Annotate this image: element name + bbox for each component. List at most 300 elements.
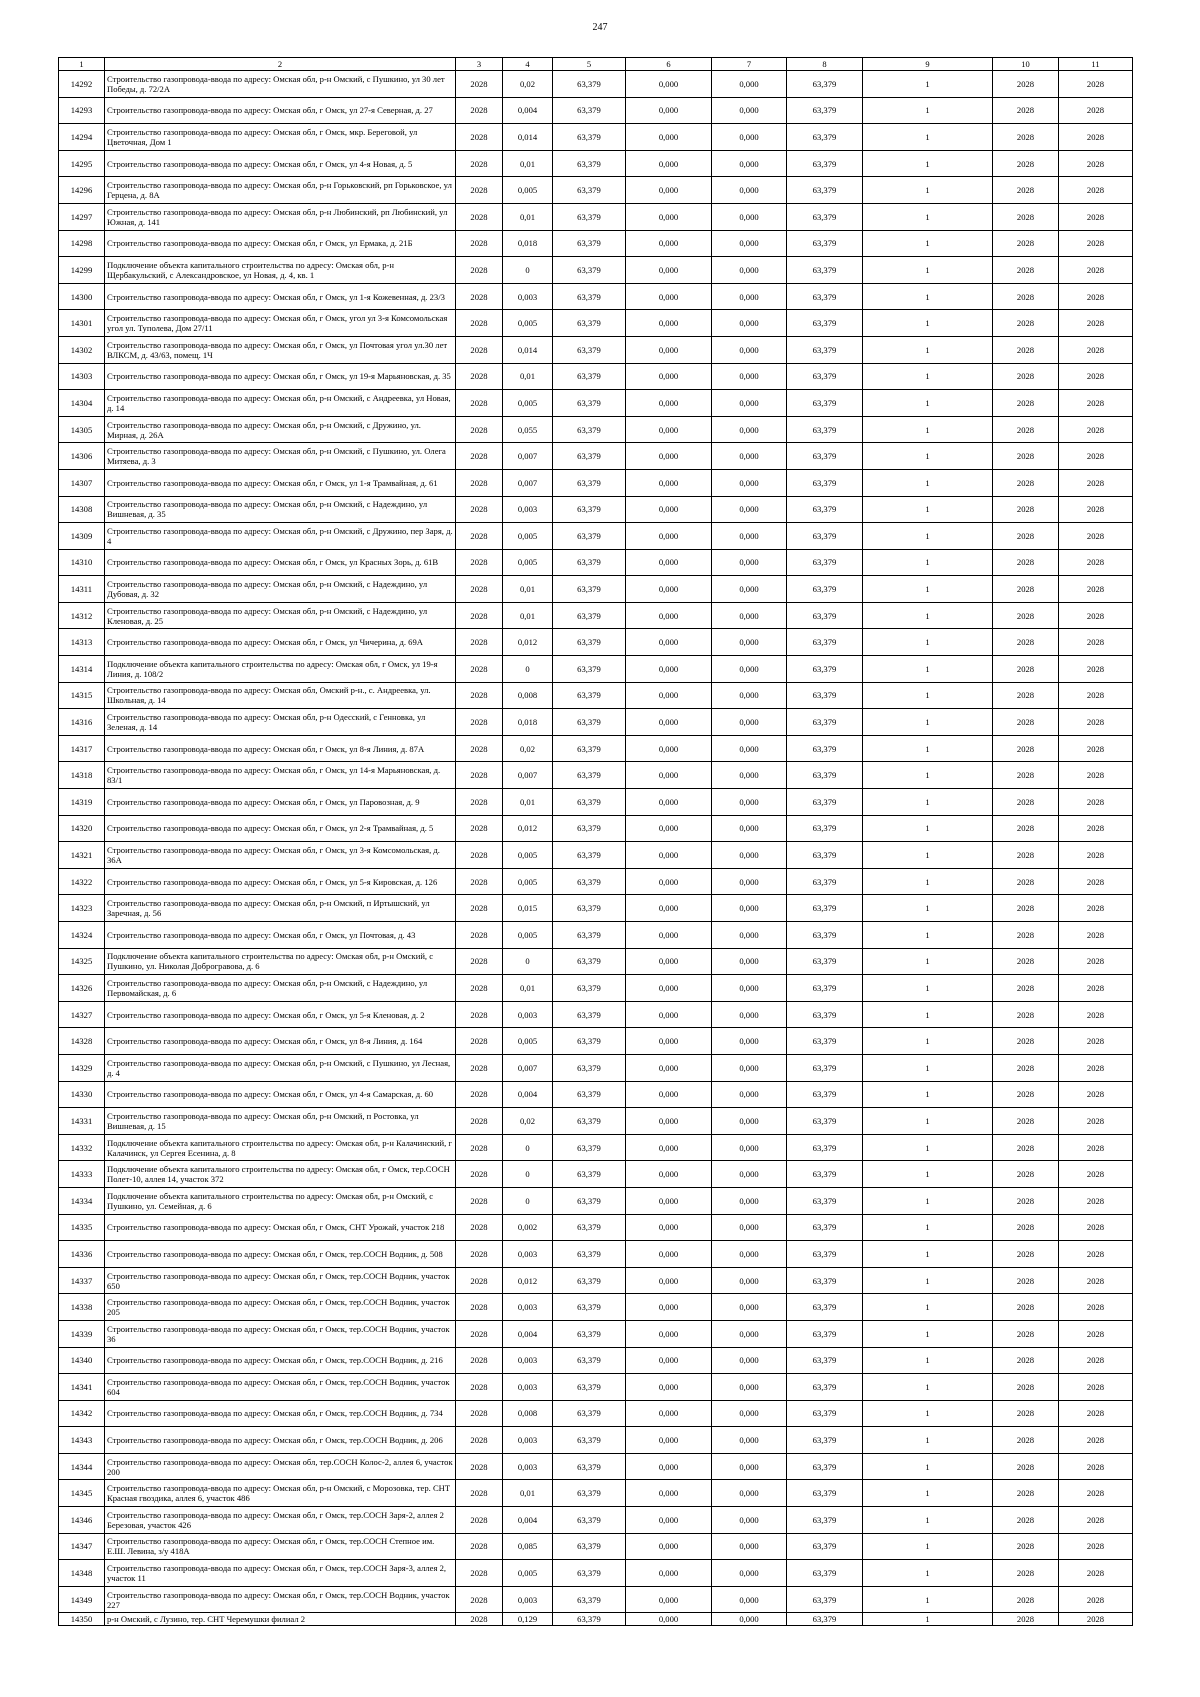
- description-text: Подключение объекта капитального строительства по адресу: Омская обл, р-н Калачинский, г Калачинск, ул Сергея Есенина, д. 8: [107, 1137, 452, 1158]
- table-cell: 14342: [59, 1400, 105, 1427]
- table-cell: 63,379: [553, 230, 626, 257]
- table-cell: 14310: [59, 549, 105, 576]
- table-cell: 0,085: [503, 1533, 553, 1560]
- table-cell: 14336: [59, 1241, 105, 1268]
- description-text: Строительство газопровода-ввода по адресу: Омская обл, г Омск, тер.СОСН Водник, участок 36: [107, 1323, 450, 1344]
- table-cell: 0,000: [626, 1001, 712, 1028]
- table-cell: 63,379: [787, 1586, 863, 1613]
- table-cell: [105, 1214, 456, 1241]
- table-cell: 0,007: [503, 1054, 553, 1081]
- table-cell: 63,379: [553, 1241, 626, 1268]
- table-cell: [105, 469, 456, 496]
- description-text: Строительство газопровода-ввода по адресу: Омская обл, р-н Омский, п Ростовка, ул Вишневая, д. 15: [107, 1110, 419, 1131]
- table-cell: [105, 1586, 456, 1613]
- description-text: Строительство газопровода-ввода по адресу: Омская обл, г Омск, ул Почтовая угол ул.30 лет ВЛКСМ, д. 43/63, помещ. 1Ч: [107, 339, 448, 360]
- description-text: Строительство газопровода-ввода по адресу: Омская обл, р-н Омский, п Иртышский, ул Заречная, д. 56: [107, 898, 430, 919]
- table-cell: 0,000: [712, 576, 787, 603]
- description-text: Строительство газопровода-ввода по адресу: Омская обл, г Омск, тер.СОСН Заря-3, аллея 2, участок 11: [107, 1563, 447, 1584]
- table-cell: 1: [863, 1187, 993, 1214]
- table-cell: 0,000: [712, 1028, 787, 1055]
- table-cell: 2028: [1059, 1374, 1133, 1401]
- table-row: [59, 789, 1133, 816]
- table-row: [59, 1400, 1133, 1427]
- table-cell: 2028: [1059, 1187, 1133, 1214]
- table-cell: 63,379: [787, 948, 863, 975]
- table-cell: 1: [863, 523, 993, 550]
- table-cell: [105, 1453, 456, 1480]
- table-cell: 1: [863, 1294, 993, 1321]
- table-cell: 63,379: [553, 257, 626, 284]
- table-cell: [105, 1560, 456, 1587]
- table-row: [59, 177, 1133, 204]
- table-cell: 2028: [1059, 1134, 1133, 1161]
- table-cell: 2028: [993, 1294, 1059, 1321]
- table-row: [59, 203, 1133, 230]
- table-cell: 63,379: [787, 523, 863, 550]
- table-cell: 2028: [456, 1241, 503, 1268]
- table-cell: 0,000: [712, 203, 787, 230]
- description-text: Строительство газопровода-ввода по адресу: Омская обл, г Омск, ул Ермака, д. 21Б: [107, 238, 413, 249]
- table-row: [59, 496, 1133, 523]
- table-cell: [105, 443, 456, 470]
- table-cell: 0,01: [503, 576, 553, 603]
- table-cell: 2028: [993, 815, 1059, 842]
- table-cell: [105, 1028, 456, 1055]
- table-cell: 2028: [1059, 602, 1133, 629]
- table-cell: 14345: [59, 1480, 105, 1507]
- table-cell: 2028: [993, 762, 1059, 789]
- table-row: [59, 283, 1133, 310]
- table-cell: 1: [863, 469, 993, 496]
- table-row: [59, 895, 1133, 922]
- table-cell: 0,003: [503, 1294, 553, 1321]
- table-cell: 2028: [993, 789, 1059, 816]
- table-row: [59, 1134, 1133, 1161]
- table-cell: 0,000: [712, 469, 787, 496]
- table-cell: 2028: [456, 443, 503, 470]
- table-cell: 2028: [456, 1400, 503, 1427]
- description-text: Строительство газопровода-ввода по адресу: Омская обл, г Омск, ул 4-я Самарская, д. 60: [107, 1089, 434, 1100]
- table-cell: 2028: [1059, 656, 1133, 683]
- table-cell: 2028: [456, 549, 503, 576]
- table-cell: 2028: [456, 523, 503, 550]
- table-cell: 0,000: [626, 1134, 712, 1161]
- table-cell: 2028: [1059, 815, 1133, 842]
- table-cell: 0,000: [712, 257, 787, 284]
- table-cell: 0,000: [712, 1241, 787, 1268]
- table-cell: 0,003: [503, 1586, 553, 1613]
- table-cell: 0,000: [712, 1187, 787, 1214]
- table-cell: 2028: [993, 1267, 1059, 1294]
- table-cell: [105, 1347, 456, 1374]
- table-cell: 1: [863, 1028, 993, 1055]
- table-cell: 0,000: [626, 1161, 712, 1188]
- table-cell: 2028: [456, 1187, 503, 1214]
- table-cell: [105, 523, 456, 550]
- table-cell: 63,379: [553, 469, 626, 496]
- table-cell: 14334: [59, 1187, 105, 1214]
- table-cell: 1: [863, 1081, 993, 1108]
- table-cell: 0,01: [503, 203, 553, 230]
- table-cell: 63,379: [553, 1374, 626, 1401]
- table-cell: 2028: [456, 1613, 503, 1626]
- table-cell: 0,000: [626, 1374, 712, 1401]
- table-cell: 63,379: [553, 1054, 626, 1081]
- table-cell: 0,000: [626, 443, 712, 470]
- table-cell: 14337: [59, 1267, 105, 1294]
- table-cell: 0,000: [712, 815, 787, 842]
- table-row: [59, 1001, 1133, 1028]
- table-row: [59, 735, 1133, 762]
- table-cell: 0,000: [712, 523, 787, 550]
- table-cell: 63,379: [553, 1134, 626, 1161]
- table-cell: 2028: [1059, 735, 1133, 762]
- table-cell: 2028: [993, 363, 1059, 390]
- table-cell: 2028: [456, 735, 503, 762]
- table-cell: 2028: [993, 416, 1059, 443]
- table-cell: 0,000: [626, 895, 712, 922]
- table-cell: 2028: [456, 602, 503, 629]
- table-cell: 2028: [456, 815, 503, 842]
- table-cell: 63,379: [553, 416, 626, 443]
- table-cell: 63,379: [787, 390, 863, 417]
- table-cell: 0,003: [503, 1453, 553, 1480]
- table-cell: 1: [863, 283, 993, 310]
- table-cell: 2028: [993, 682, 1059, 709]
- table-row: [59, 1427, 1133, 1454]
- table-cell: 63,379: [787, 257, 863, 284]
- table-cell: 2028: [1059, 177, 1133, 204]
- table-cell: 1: [863, 310, 993, 337]
- description-text: Строительство газопровода-ввода по адресу: Омская обл, р-н Омский, с Надеждино, ул Кленовая, д. 25: [107, 605, 428, 626]
- table-cell: 1: [863, 177, 993, 204]
- table-cell: 2028: [1059, 469, 1133, 496]
- table-cell: [105, 310, 456, 337]
- description-text: Строительство газопровода-ввода по адресу: Омская обл, г Омск, ул 1-я Кожевенная, д. 23/3: [107, 291, 445, 302]
- table-cell: 2028: [1059, 922, 1133, 949]
- table-cell: 63,379: [787, 629, 863, 656]
- table-row: [59, 1028, 1133, 1055]
- table-cell: 2028: [456, 1108, 503, 1135]
- table-cell: 0,01: [503, 602, 553, 629]
- table-cell: 0,000: [626, 576, 712, 603]
- table-cell: 0,000: [626, 363, 712, 390]
- table-cell: 2028: [456, 789, 503, 816]
- table-cell: 0,000: [712, 1374, 787, 1401]
- table-cell: 14293: [59, 97, 105, 124]
- table-cell: 63,379: [787, 762, 863, 789]
- table-cell: 0,000: [712, 1214, 787, 1241]
- table-cell: 0: [503, 656, 553, 683]
- table-cell: 2028: [456, 97, 503, 124]
- table-cell: 63,379: [553, 975, 626, 1002]
- table-cell: 0,000: [626, 789, 712, 816]
- table-cell: 0,01: [503, 150, 553, 177]
- table-cell: 1: [863, 1533, 993, 1560]
- table-cell: 14340: [59, 1347, 105, 1374]
- table-cell: 63,379: [553, 842, 626, 869]
- table-cell: 0,000: [626, 230, 712, 257]
- table-cell: 14324: [59, 922, 105, 949]
- table-cell: 0: [503, 1187, 553, 1214]
- table-cell: 1: [863, 1453, 993, 1480]
- table-cell: [105, 868, 456, 895]
- table-cell: 63,379: [787, 576, 863, 603]
- table-cell: 0,000: [626, 975, 712, 1002]
- table-cell: 2028: [1059, 416, 1133, 443]
- table-cell: 0,000: [712, 1427, 787, 1454]
- table-cell: [105, 496, 456, 523]
- table-cell: 2028: [456, 257, 503, 284]
- table-cell: 2028: [1059, 1241, 1133, 1268]
- table-row: [59, 124, 1133, 151]
- table-cell: 0,000: [712, 549, 787, 576]
- table-cell: [105, 1134, 456, 1161]
- table-cell: 0,014: [503, 336, 553, 363]
- table-cell: 63,379: [553, 1480, 626, 1507]
- table-cell: 0,000: [626, 602, 712, 629]
- table-cell: 1: [863, 496, 993, 523]
- description-text: Строительство газопровода-ввода по адресу: Омская обл, г Омск, тер.СОСН Водник, участок 227: [107, 1589, 450, 1610]
- table-cell: 1: [863, 868, 993, 895]
- table-cell: [105, 390, 456, 417]
- table-cell: 1: [863, 815, 993, 842]
- table-cell: 2028: [456, 177, 503, 204]
- table-cell: 63,379: [553, 177, 626, 204]
- table-cell: 0,000: [712, 656, 787, 683]
- table-cell: 0,004: [503, 1320, 553, 1347]
- table-cell: 0,012: [503, 1267, 553, 1294]
- table-cell: 63,379: [553, 1400, 626, 1427]
- table-cell: 63,379: [787, 1241, 863, 1268]
- table-cell: 63,379: [787, 443, 863, 470]
- table-cell: 2028: [993, 975, 1059, 1002]
- table-cell: 2028: [456, 150, 503, 177]
- table-cell: 2028: [1059, 1453, 1133, 1480]
- table-cell: 63,379: [553, 363, 626, 390]
- table-cell: 14344: [59, 1453, 105, 1480]
- table-cell: 2028: [993, 948, 1059, 975]
- table-cell: 2028: [456, 922, 503, 949]
- table-cell: 1: [863, 656, 993, 683]
- table-cell: 2028: [1059, 283, 1133, 310]
- table-cell: [105, 842, 456, 869]
- table-cell: 0,000: [712, 789, 787, 816]
- table-cell: 0,007: [503, 443, 553, 470]
- page-number: 247: [592, 22, 608, 33]
- column-header: 11: [1059, 58, 1133, 71]
- table-cell: 63,379: [553, 815, 626, 842]
- table-cell: 0,000: [712, 496, 787, 523]
- table-cell: [105, 283, 456, 310]
- table-cell: 0,000: [626, 709, 712, 736]
- table-cell: [105, 1533, 456, 1560]
- table-cell: 63,379: [553, 682, 626, 709]
- table-cell: 63,379: [553, 895, 626, 922]
- table-cell: 0,000: [712, 629, 787, 656]
- table-cell: 0,005: [503, 310, 553, 337]
- table-cell: 63,379: [787, 1028, 863, 1055]
- table-cell: 14298: [59, 230, 105, 257]
- table-cell: 63,379: [787, 842, 863, 869]
- table-cell: 2028: [993, 1134, 1059, 1161]
- table-cell: 2028: [993, 496, 1059, 523]
- table-cell: 0,000: [712, 1294, 787, 1321]
- table-cell: 1: [863, 124, 993, 151]
- table-cell: 0,000: [712, 336, 787, 363]
- table-cell: 63,379: [553, 443, 626, 470]
- column-header: 10: [993, 58, 1059, 71]
- table-cell: 2028: [993, 1001, 1059, 1028]
- table-row: [59, 390, 1133, 417]
- table-cell: 63,379: [553, 656, 626, 683]
- table-cell: [105, 895, 456, 922]
- table-cell: 63,379: [553, 868, 626, 895]
- description-text: Строительство газопровода-ввода по адресу: Омская обл, г Омск, ул 4-я Новая, д. 5: [107, 158, 413, 169]
- table-cell: 2028: [993, 97, 1059, 124]
- table-cell: 63,379: [787, 97, 863, 124]
- table-cell: 0: [503, 1161, 553, 1188]
- table-cell: 0,000: [712, 177, 787, 204]
- table-cell: 63,379: [787, 682, 863, 709]
- table-cell: 63,379: [787, 1267, 863, 1294]
- description-text: Строительство газопровода-ввода по адресу: Омская обл, р-н Омский, с Андреевка, ул Новая, д. 14: [107, 392, 451, 413]
- table-cell: 2028: [993, 576, 1059, 603]
- table-cell: 63,379: [787, 1001, 863, 1028]
- table-cell: 2028: [993, 549, 1059, 576]
- table-cell: 0,000: [712, 150, 787, 177]
- table-row: [59, 1453, 1133, 1480]
- table-cell: [105, 629, 456, 656]
- table-cell: 14302: [59, 336, 105, 363]
- table-cell: 63,379: [553, 71, 626, 98]
- table-cell: 2028: [993, 1241, 1059, 1268]
- table-cell: 0,000: [712, 71, 787, 98]
- description-text: Строительство газопровода-ввода по адресу: Омская обл, р-н Одесский, с Генновка, ул Зеленая, д. 14: [107, 712, 426, 733]
- table-cell: 2028: [1059, 443, 1133, 470]
- table-cell: 2028: [456, 1081, 503, 1108]
- table-cell: 2028: [993, 1214, 1059, 1241]
- table-cell: 14328: [59, 1028, 105, 1055]
- table-cell: [105, 1187, 456, 1214]
- table-cell: 14318: [59, 762, 105, 789]
- table-cell: 0,000: [626, 1347, 712, 1374]
- table-cell: 63,379: [553, 1533, 626, 1560]
- table-cell: 0,000: [712, 390, 787, 417]
- description-text: Строительство газопровода-ввода по адресу: Омская обл, г Омск, ул 1-я Трамвайная, д. 61: [107, 477, 438, 488]
- table-cell: 63,379: [553, 629, 626, 656]
- table-row: [59, 1507, 1133, 1534]
- table-cell: 63,379: [787, 1453, 863, 1480]
- table-cell: 2028: [993, 469, 1059, 496]
- table-cell: 0,000: [626, 1320, 712, 1347]
- table-cell: 0,000: [626, 868, 712, 895]
- table-cell: 2028: [993, 1374, 1059, 1401]
- table-cell: 2028: [993, 283, 1059, 310]
- table-cell: 2028: [456, 1267, 503, 1294]
- table-cell: 14300: [59, 283, 105, 310]
- table-cell: 14301: [59, 310, 105, 337]
- table-cell: 2028: [456, 1586, 503, 1613]
- table-cell: 2028: [1059, 1347, 1133, 1374]
- table-cell: 2028: [993, 1161, 1059, 1188]
- table-cell: [105, 257, 456, 284]
- table-cell: 1: [863, 629, 993, 656]
- table-cell: 1: [863, 1347, 993, 1374]
- table-cell: 63,379: [553, 496, 626, 523]
- table-cell: 0,000: [712, 1267, 787, 1294]
- table-cell: 2028: [456, 842, 503, 869]
- table-cell: 2028: [1059, 1081, 1133, 1108]
- table-cell: 0,005: [503, 868, 553, 895]
- table-cell: 63,379: [787, 1427, 863, 1454]
- column-header: 4: [503, 58, 553, 71]
- table-cell: 0,000: [712, 1613, 787, 1626]
- table-cell: 1: [863, 71, 993, 98]
- table-cell: 2028: [456, 1427, 503, 1454]
- table-cell: 14312: [59, 602, 105, 629]
- table-row: [59, 1374, 1133, 1401]
- column-header: 9: [863, 58, 993, 71]
- column-header: 7: [712, 58, 787, 71]
- description-text: Строительство газопровода-ввода по адресу: Омская обл, г Омск, ул 2-я Трамвайная, д. 5: [107, 823, 434, 834]
- description-text: Строительство газопровода-ввода по адресу: Омская обл, г Омск, ул 5-я Кировская, д. 126: [107, 876, 438, 887]
- table-row: [59, 1560, 1133, 1587]
- table-cell: 63,379: [553, 1294, 626, 1321]
- table-cell: 0,000: [626, 1028, 712, 1055]
- table-cell: 0,000: [626, 762, 712, 789]
- table-cell: 1: [863, 336, 993, 363]
- table-cell: [105, 709, 456, 736]
- table-cell: 0,000: [712, 842, 787, 869]
- table-cell: 2028: [456, 336, 503, 363]
- table-cell: 2028: [456, 1320, 503, 1347]
- table-cell: [105, 1294, 456, 1321]
- table-cell: 2028: [456, 948, 503, 975]
- table-row: [59, 576, 1133, 603]
- table-cell: 63,379: [553, 1187, 626, 1214]
- header-row: [59, 58, 1133, 71]
- table-cell: 1: [863, 709, 993, 736]
- table-cell: 0: [503, 1134, 553, 1161]
- table-cell: 63,379: [787, 203, 863, 230]
- table-cell: 63,379: [787, 496, 863, 523]
- table-cell: 0,000: [712, 230, 787, 257]
- table-cell: 2028: [456, 1347, 503, 1374]
- table-cell: 14350: [59, 1613, 105, 1626]
- table-cell: 2028: [1059, 1400, 1133, 1427]
- table-cell: 0,000: [712, 97, 787, 124]
- table-cell: [105, 230, 456, 257]
- table-cell: 0,007: [503, 469, 553, 496]
- table-cell: 0,000: [712, 283, 787, 310]
- table-cell: 0,02: [503, 735, 553, 762]
- table-cell: 1: [863, 682, 993, 709]
- table-cell: 14297: [59, 203, 105, 230]
- table-cell: 2028: [1059, 762, 1133, 789]
- table-cell: 63,379: [553, 283, 626, 310]
- table-cell: 1: [863, 416, 993, 443]
- table-cell: 1: [863, 1108, 993, 1135]
- table-cell: 2028: [1059, 1533, 1133, 1560]
- table-cell: 2028: [1059, 257, 1133, 284]
- table-cell: 0,000: [626, 735, 712, 762]
- table-cell: 14320: [59, 815, 105, 842]
- table-cell: [105, 576, 456, 603]
- table-cell: 0,02: [503, 1108, 553, 1135]
- table-cell: 2028: [456, 1533, 503, 1560]
- table-cell: 63,379: [787, 416, 863, 443]
